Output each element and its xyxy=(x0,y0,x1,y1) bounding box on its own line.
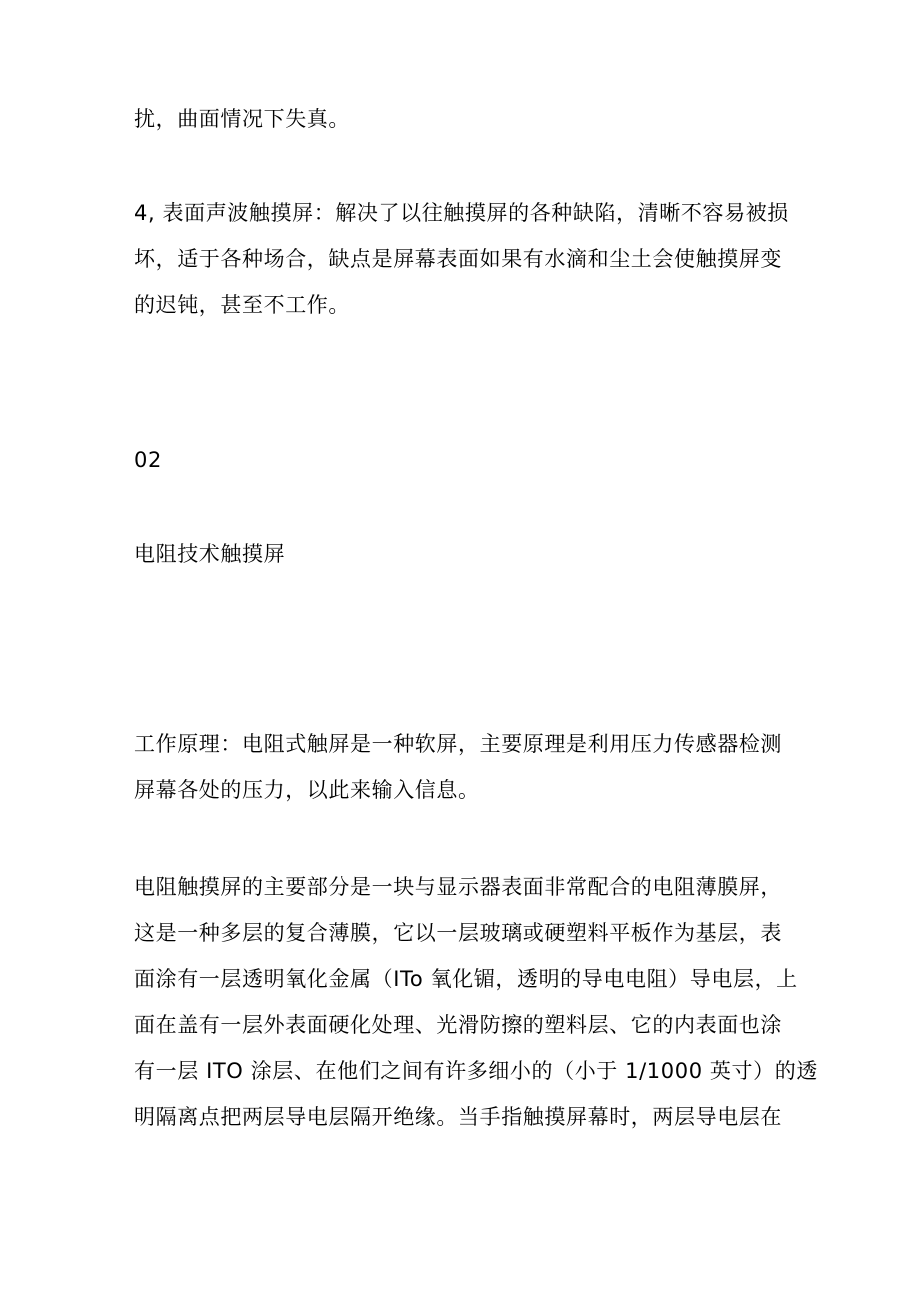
text-line: 屏幕各处的压力，以此来输入信息。 xyxy=(134,778,480,802)
paragraph-resistive-structure xyxy=(134,864,818,1140)
text-line: 这是一种多层的复合薄膜，它以一层玻璃或硬塑料平板作为基层，表 xyxy=(134,921,782,945)
text-line: 有一层 ITO 涂层、在他们之间有许多细小的（小于 1/1000 英寸）的透 xyxy=(134,1059,818,1083)
text-line: 扰，曲面情况下失真。 xyxy=(134,107,350,131)
text-line: 4, 表面声波触摸屏：解决了以往触摸屏的各种缺陷，清晰不容易被损 xyxy=(134,201,789,225)
text-line: 面涂有一层透明氧化金属（ITo 氧化镅，透明的导电电阻）导电层，上 xyxy=(134,967,798,991)
paragraph-continued xyxy=(134,96,794,142)
text-line: 工作原理：电阻式触屏是一种软屏，主要原理是利用压力传感器检测 xyxy=(134,732,782,756)
paragraph-working-principle xyxy=(134,721,794,813)
text-line: 面在盖有一层外表面硬化处理、光滑防擦的塑料层、它的内表面也涂 xyxy=(134,1013,782,1037)
text-line: 明隔离点把两层导电层隔开绝缘。当手指触摸屏幕时，两层导电层在 xyxy=(134,1105,782,1129)
text-line: 坏，适于各种场合，缺点是屏幕表面如果有水滴和尘土会使触摸屏变 xyxy=(134,247,782,271)
section-title: 电阻技术触摸屏 xyxy=(134,542,286,566)
text-line: 电阻触摸屏的主要部分是一块与显示器表面非常配合的电阻薄膜屏， xyxy=(134,875,782,899)
section-number: 02 xyxy=(134,448,162,472)
text-line: 的迟钝，甚至不工作。 xyxy=(134,293,350,317)
paragraph-surface-acoustic-wave xyxy=(134,190,794,328)
